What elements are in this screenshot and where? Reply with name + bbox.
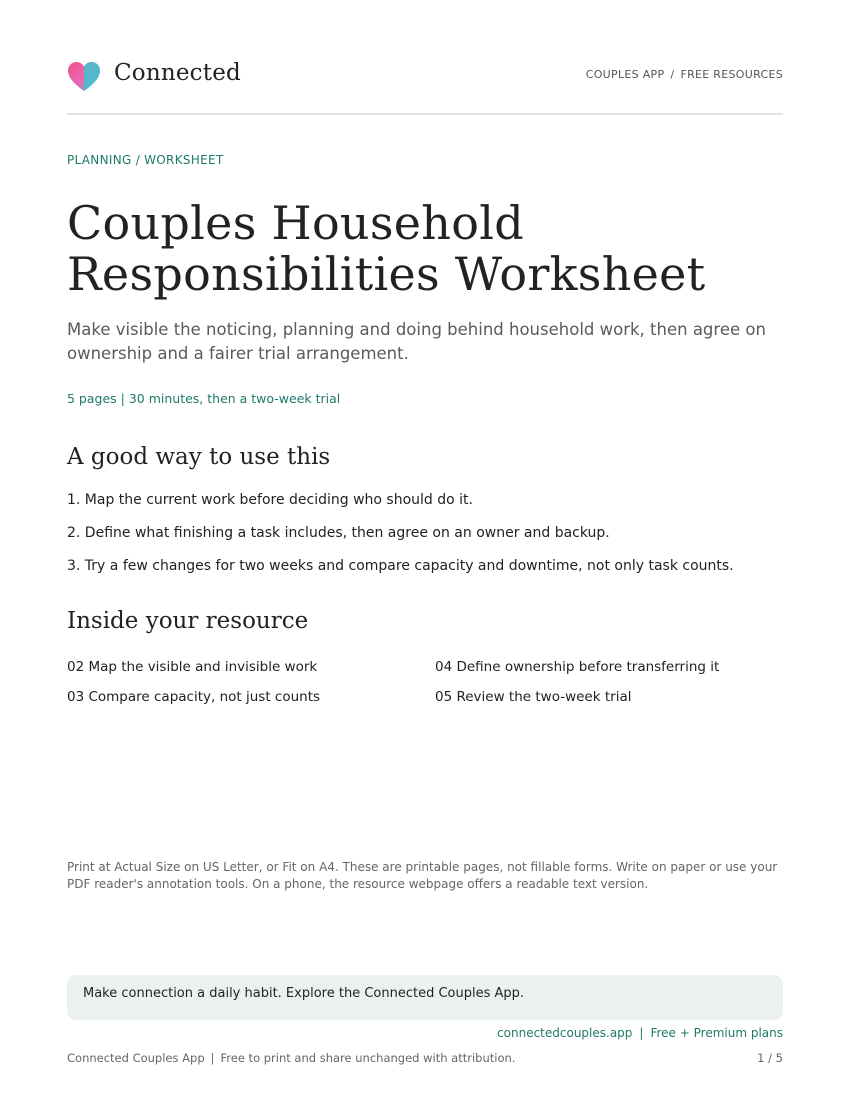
brand-name: Connected [114,60,241,86]
how-to-step: 3. Try a few changes for two weeks and compare capacity and downtime, not only task counts. [67,558,734,574]
contents-item: 03 Compare capacity, not just counts [67,689,321,705]
print-instructions: Print at Actual Size on US Letter, or Fit on A4. These are printable pages, not fillable forms. Write on paper or use your PDF reader's annotation tools. On a phone, the resource webpage offers a readable text version. [67,860,778,891]
footer-license-note: Free to print and share unchanged with attribution. [220,1051,516,1065]
website-link[interactable]: connectedcouples.app [497,1026,633,1040]
nav-couples-app-link[interactable]: COUPLES APP [585,68,665,81]
how-to-step: 1. Map the current work before deciding who should do it. [67,492,473,508]
how-to-steps [67,491,783,590]
top-breadcrumb: COUPLES APP / FREE RESOURCES [585,68,783,81]
app-promo-banner[interactable] [67,975,783,1020]
contents-item: 05 Review the two-week trial [435,689,632,705]
how-to-step: 2. Define what finishing a task includes, then agree on an owner and backup. [67,525,610,541]
heart-logo-icon [67,60,101,94]
plans-link[interactable]: Free + Premium plans [650,1026,783,1040]
page-subtitle: Make visible the noticing, planning and doing behind household work, then agree on ownership and a fairer trial arrangement. [67,320,766,363]
footer-app-name: Connected Couples App [67,1051,205,1065]
how-to-heading: A good way to use this [67,444,331,470]
page-header [67,58,783,92]
resource-meta: 5 pages | 30 minutes, then a two-week trial [67,391,341,406]
footer-links: connectedcouples.app | Free + Premium plans [497,1026,783,1040]
app-promo-text: Make connection a daily habit. Explore the Connected Couples App. [83,986,525,1001]
page-footer: Connected Couples App | Free to print and share unchanged with attribution. 1 / 5 [67,1051,783,1065]
worksheet-page [67,0,783,1100]
page-title: Couples Household Responsibilities Worksheet [67,196,706,301]
page-number: 1 / 5 [757,1051,783,1065]
category-eyebrow: PLANNING / WORKSHEET [67,153,224,167]
nav-free-resources-link[interactable]: FREE RESOURCES [680,68,783,81]
contents-item: 04 Define ownership before transferring it [435,659,720,675]
inside-heading: Inside your resource [67,608,309,634]
header-divider [67,113,783,115]
contents-item: 02 Map the visible and invisible work [67,659,318,675]
